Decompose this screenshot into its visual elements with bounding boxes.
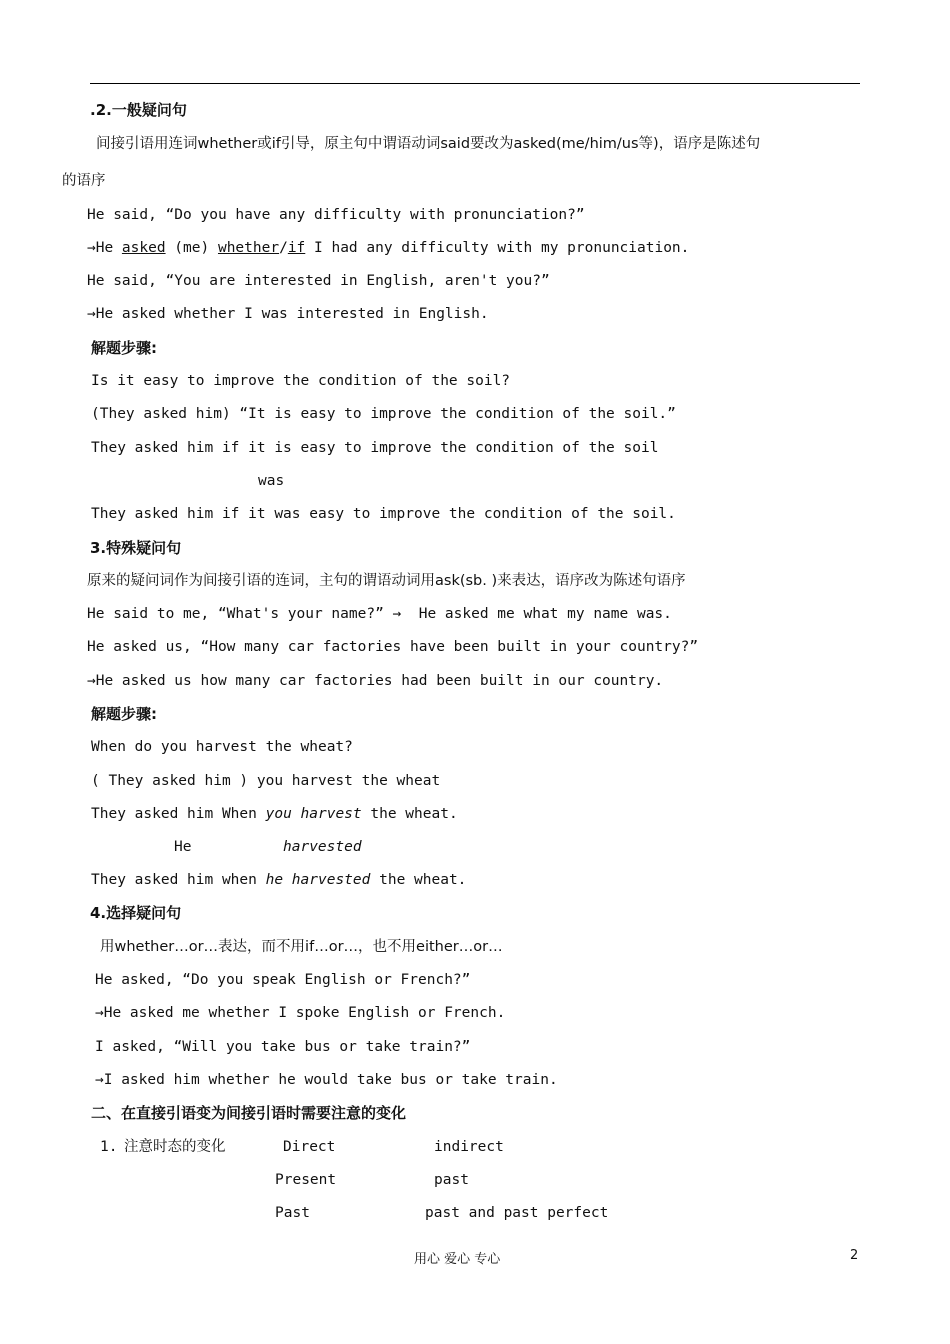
- section2-example1-indirect: [87, 238, 689, 258]
- step4-prefix: They asked him when: [91, 872, 266, 888]
- section2-intro-line1: 间接引语用连词whether或if引导，原主句中谓语动词said要改为asked(me/him/us等)，语序是陈述句: [96, 136, 761, 152]
- step3-suffix: the wheat.: [361, 806, 458, 822]
- page-number: 2: [850, 1248, 859, 1263]
- footer-motto: 用心 爱心 专心: [414, 1252, 501, 1267]
- section2-example2-indirect: →He asked whether I was interested in English.: [87, 306, 489, 322]
- section3-steps-label: 解题步骤:: [91, 705, 157, 723]
- underlined-if: if: [287, 240, 306, 256]
- section2-step2: (They asked him) “It is easy to improve the condition of the soil.”: [91, 406, 676, 422]
- section3-step1: When do you harvest the wheat?: [91, 739, 353, 755]
- section3-example2-direct: He asked us, “How many car factories have been built in your country?”: [87, 639, 699, 655]
- section3-step4: [91, 870, 466, 890]
- tense-row2-direct: Past: [275, 1205, 310, 1221]
- part2-item-label: 注意时态的变化: [124, 1139, 226, 1155]
- section4-example1-indirect: →He asked me whether I spoke English or French.: [95, 1005, 506, 1021]
- section3-example1: He said to me, “What's your name?” → He asked me what my name was.: [87, 606, 672, 622]
- tense-row1-direct: Present: [275, 1172, 337, 1188]
- section2-step4: They asked him if it was easy to improve the condition of the soil.: [91, 506, 676, 522]
- slash-text: /: [279, 240, 288, 256]
- section4-example1-direct: He asked, “Do you speak English or French?”: [95, 972, 471, 988]
- section3-step2: ( They asked him ) you harvest the wheat: [91, 773, 441, 789]
- rest-text: I had any difficulty with my pronunciation.: [305, 240, 690, 256]
- section-heading-yes-no-question: .2.一般疑问句: [90, 101, 187, 119]
- section4-example2-indirect: →I asked him whether he would take bus or take train.: [95, 1072, 558, 1088]
- section3-step3-he: He: [174, 839, 192, 855]
- tense-row1-indirect: past: [434, 1172, 469, 1188]
- part2-item-number: 1.: [100, 1139, 118, 1155]
- section3-example2-indirect: →He asked us how many car factories had been built in our country.: [87, 673, 664, 689]
- tense-col-indirect: indirect: [434, 1139, 504, 1155]
- section3-intro: 原来的疑问词作为间接引语的连词，主句的谓语动词用ask(sb. )来表达，语序改为陈述句语序: [87, 573, 686, 589]
- section2-steps-label: 解题步骤:: [91, 339, 157, 357]
- part2-heading: 二、在直接引语变为间接引语时需要注意的变化: [91, 1104, 407, 1122]
- me-text: (me): [165, 240, 218, 256]
- section2-step3: They asked him if it is easy to improve the condition of the soil: [91, 440, 659, 456]
- section-heading-alternative-question: 4.选择疑问句: [90, 904, 182, 922]
- arrow-text: →He: [87, 240, 122, 256]
- step3-prefix: They asked him When: [91, 806, 266, 822]
- section2-example1-direct: He said, “Do you have any difficulty with pronunciation?”: [87, 207, 585, 223]
- section2-intro-line2: 的语序: [62, 173, 106, 189]
- section3-step3: [91, 804, 458, 824]
- underlined-whether: whether: [217, 240, 280, 256]
- tense-col-direct: Direct: [283, 1139, 336, 1155]
- section2-step1: Is it easy to improve the condition of the soil?: [91, 373, 511, 389]
- step3-italic: you harvest: [265, 806, 362, 822]
- underlined-asked: asked: [121, 240, 166, 256]
- step4-suffix: the wheat.: [370, 872, 467, 888]
- section2-step3-was: was: [258, 473, 285, 489]
- step4-italic: he harvested: [265, 872, 371, 888]
- tense-row2-indirect: past and past perfect: [425, 1205, 609, 1221]
- section3-step3-harvested: harvested: [283, 839, 362, 855]
- section4-example2-direct: I asked, “Will you take bus or take train?”: [95, 1039, 471, 1055]
- section4-intro: 用whether…or…表达，而不用if…or…，也不用either…or…: [100, 939, 503, 955]
- section-heading-special-question: 3.特殊疑问句: [90, 539, 182, 557]
- header-rule: [90, 83, 860, 84]
- section2-example2-direct: He said, “You are interested in English, aren't you?”: [87, 273, 550, 289]
